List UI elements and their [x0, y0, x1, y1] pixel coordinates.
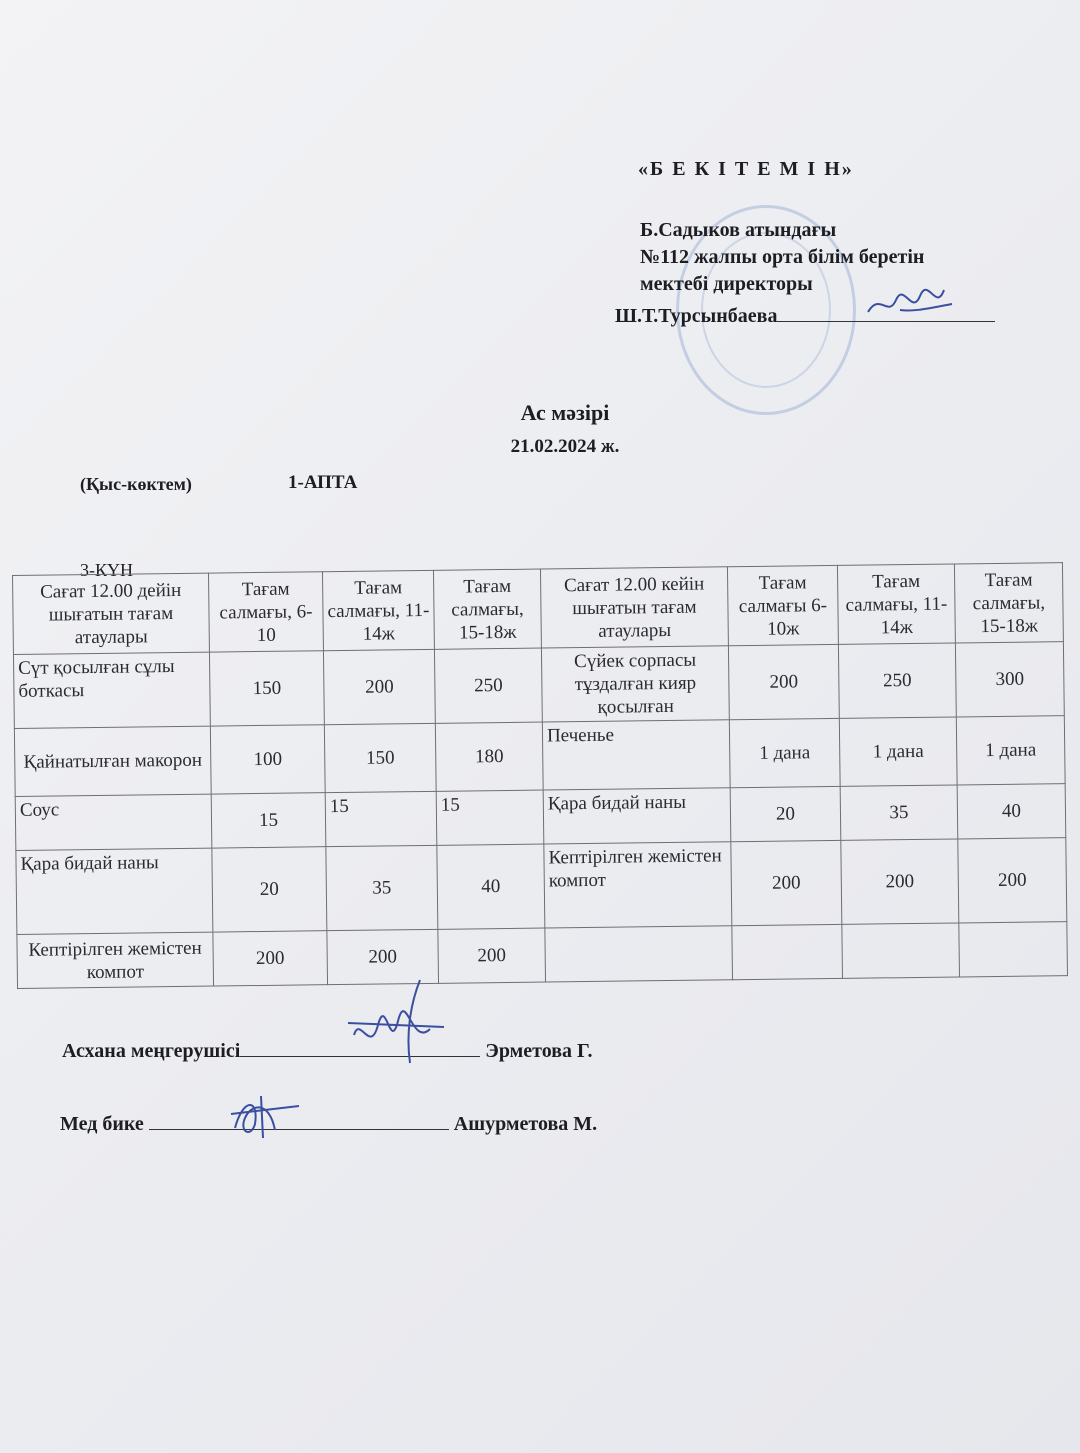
table-row — [13, 642, 1064, 729]
menu-title: Ас мәзірі — [520, 400, 610, 425]
table-cell: 250 — [434, 648, 542, 723]
table-cell: Қара бидай наны — [16, 848, 213, 934]
table-cell — [959, 922, 1068, 977]
header-cell: Тағам салмағы, 15-18ж — [433, 569, 541, 649]
approval-block — [640, 158, 1060, 298]
table-cell: 200 — [731, 840, 842, 925]
season-label: (Қыс-көктем) — [80, 474, 192, 494]
canteen-signature — [340, 975, 450, 1070]
header-cell: Тағам салмағы, 15-18ж — [954, 563, 1063, 643]
table-cell: 200 — [438, 928, 546, 983]
table-cell: 200 — [958, 838, 1067, 923]
header-cell: Тағам салмағы, 11-14ж — [837, 564, 955, 644]
table-cell: 15 — [436, 790, 544, 845]
table-cell: 20 — [730, 786, 841, 841]
table-cell — [545, 926, 733, 982]
table-cell: 180 — [435, 722, 543, 791]
table-cell: 200 — [728, 644, 839, 719]
table-cell: 35 — [840, 785, 958, 840]
table-row — [16, 838, 1067, 935]
table-cell: 100 — [210, 725, 325, 794]
table-cell: 150 — [324, 723, 436, 792]
table-cell: Қара бидай наны — [543, 788, 731, 844]
table-cell: 300 — [955, 642, 1064, 717]
table-cell: Соус — [15, 794, 212, 850]
table-row — [14, 716, 1065, 797]
week-label: 1-АПТА — [288, 472, 358, 493]
nurse-signature — [225, 1088, 305, 1144]
table-cell: 200 — [213, 931, 328, 986]
table-cell — [732, 924, 843, 979]
header-cell: Тағам салмағы 6-10ж — [727, 565, 838, 645]
table-cell: 1 дана — [956, 716, 1065, 785]
table-cell: 200 — [841, 839, 959, 924]
table-cell: Сүйек сорпасы тұздалған кияр қосылған — [541, 646, 729, 722]
approval-line-2: №112 жалпы орта білім беретін — [640, 246, 925, 268]
header-cell: Сағат 12.00 кейін шығатын тағам атаулары — [540, 567, 728, 648]
canteen-label: Асхана меңгерушісі — [62, 1040, 241, 1062]
table-header-row — [13, 563, 1064, 655]
table-cell: 40 — [437, 844, 545, 929]
table-row — [17, 922, 1068, 989]
header-cell: Тағам салмағы, 6-10 — [208, 572, 323, 652]
table-cell: 35 — [326, 845, 438, 930]
nurse-label: Мед бике — [60, 1113, 144, 1135]
nurse-name: Ашурметова М. — [453, 1113, 598, 1135]
table-cell: 250 — [838, 643, 956, 718]
table-cell: 40 — [957, 784, 1066, 839]
day-label: 3-КҮН — [80, 560, 133, 580]
table-cell: Кептірілген жемістен компот — [17, 932, 214, 988]
approval-line-3: мектебі директоры — [640, 273, 813, 295]
table-cell: 200 — [327, 929, 439, 984]
table-cell: 150 — [209, 651, 324, 726]
table-cell: 20 — [212, 847, 327, 932]
canteen-signature-row — [62, 1038, 593, 1063]
approval-line-1: Б.Садыков атындағы — [640, 219, 837, 241]
approval-heading: «Б Е К І Т Е М І Н» — [638, 158, 854, 180]
table-cell: Қайнатылған макорон — [14, 726, 211, 796]
table-cell: Печенье — [542, 720, 730, 790]
table-cell: 15 — [211, 793, 326, 848]
canteen-name: Эрметова Г. — [485, 1040, 593, 1062]
table-cell: 200 — [323, 649, 435, 724]
table-cell — [842, 923, 960, 978]
header-cell: Тағам салмағы, 11-14ж — [322, 570, 434, 650]
nurse-signature-row — [60, 1111, 597, 1136]
menu-table — [12, 562, 1068, 989]
menu-date: 21.02.2024 ж. — [510, 436, 620, 457]
table-cell: Кептірілген жемістен компот — [544, 842, 732, 928]
table-cell: 1 дана — [839, 717, 957, 786]
table-cell: 1 дана — [729, 718, 840, 787]
table-cell: 15 — [325, 791, 437, 846]
director-signature — [860, 282, 960, 326]
director-name: Ш.Т.Турсынбаева — [615, 305, 778, 327]
table-cell: Сүт қосылған сұлы боткасы — [13, 652, 210, 728]
header-cell: Сағат 12.00 дейін шығатын тағам атаулары — [13, 573, 210, 654]
